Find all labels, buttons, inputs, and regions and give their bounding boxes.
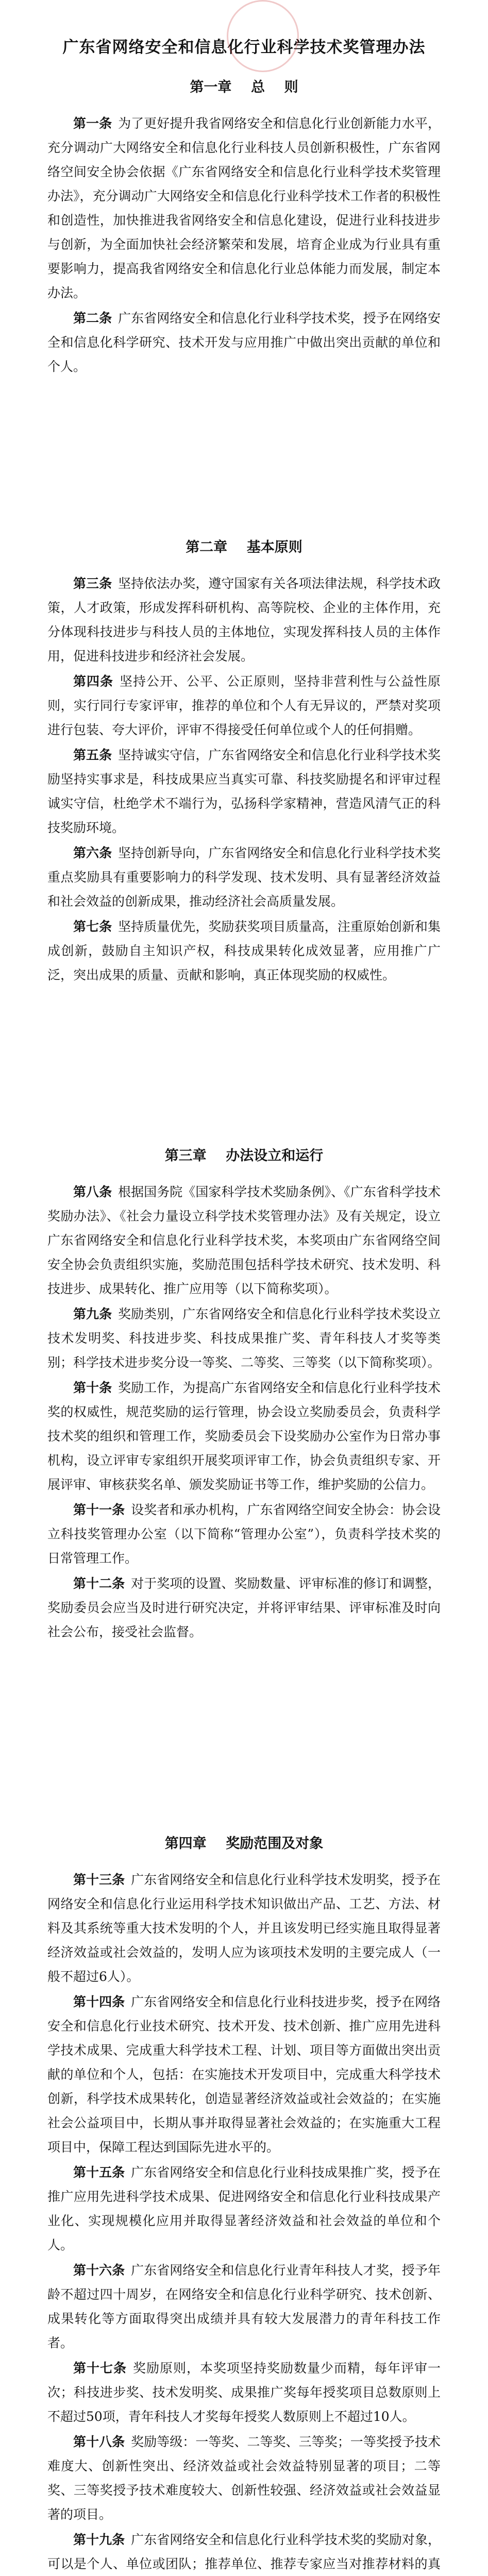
article-paragraph	[47, 1376, 441, 1497]
article-text: 坚持依法办奖，遵守国家有关各项法律法规，科学技术政策，人才政策，形成发挥科研机构、高等院校、企业的主体作用，充分体现科技进步与科技人员的主体地位，实现发挥科技人员的主体作用，促进科技进步和经济社会发展。	[47, 576, 441, 664]
article-text: 设奖者和承办机构，广东省网络空间安全协会：协会设立科技奖管理办公室（以下简称“管理办公室”），负责科学技术奖的日常管理工作。	[47, 1502, 441, 1566]
article-text: 奖励等级：一等奖、二等奖、三等奖；一等奖授予技术难度大、创新性突出、经济效益或社会效益特别显著的项目；二等奖、三等奖授予技术难度较大、创新性较强、经济效益或社会效益显著的项目。	[47, 2434, 441, 2522]
page-break-space	[47, 1645, 441, 1815]
article-label: 第五条	[73, 748, 112, 762]
article-label: 第一条	[73, 116, 112, 131]
document-title: 广东省网络安全和信息化行业科学技术奖管理办法	[62, 38, 426, 57]
article-text: 广东省网络安全和信息化行业科技进步奖，授予在网络安全和信息化行业技术研究、技术开发、技术创新、推广应用先进科学技术成果、完成重大科学技术工程、计划、项目等方面做出突出贡献的单位和个人，包括：在实施技术开发项目中，完成重大科学技术创新，科学技术成果转化，创造显著经济效益或社会效益的；在实施社会公益项目中，长期从事并取得显著社会效益的；在实施重大工程项目中，保障工程达到国际先进水平的。	[47, 1994, 441, 2155]
chapter-heading: 第二章 基本原则	[186, 539, 302, 555]
article-label: 第六条	[73, 845, 112, 860]
article-paragraph	[47, 743, 441, 840]
article-label: 第十一条	[73, 1502, 125, 1517]
article-text: 坚持公开、公平、公正原则，坚持非营利性与公益性原则，实行同行专家评审，推荐的单位和个人有无异议的，严禁对奖项进行包装、夸大评价，评审不得接受任何单位或个人的任何捐赠。	[47, 674, 441, 737]
article-label: 第十六条	[73, 2263, 125, 2278]
article-label: 第十三条	[73, 1872, 125, 1887]
chapter-heading: 第一章 总 则	[190, 79, 298, 95]
article-label: 第十七条	[73, 2361, 127, 2376]
article-paragraph	[47, 111, 441, 305]
article-label: 第九条	[73, 1307, 112, 1321]
article-label: 第七条	[73, 919, 112, 934]
article-paragraph	[47, 1302, 441, 1375]
article-paragraph	[47, 669, 441, 742]
article-paragraph	[47, 841, 441, 913]
chapter-heading: 第三章 办法设立和运行	[164, 1148, 324, 1164]
article-text: 广东省网络安全和信息化行业科学技术奖的奖励对象，可以是个人、单位或团队；推荐单位、推荐专家应当对推荐材料的真	[47, 2532, 441, 2571]
article-paragraph	[47, 914, 441, 987]
chapter-heading: 第四章 奖励范围及对象	[164, 1836, 324, 1852]
article-text: 坚持诚实守信，广东省网络安全和信息化行业科学技术奖励坚持实事求是，科技成果应当真实可靠、科技奖励提名和评审过程诚实守信，杜绝学术不端行为，弘扬科学家精神，营造风清气正的科技奖励环境。	[47, 748, 441, 835]
article-text: 广东省网络安全和信息化行业科技成果推广奖，授予在推广应用先进科学技术成果、促进网络安全和信息化行业科技成果产业化、实现规模化应用并取得显著经济效益和社会效益的单位和个人。	[47, 2165, 441, 2252]
article-paragraph	[47, 2528, 441, 2576]
article-paragraph	[47, 2430, 441, 2527]
article-paragraph	[47, 1990, 441, 2159]
article-paragraph	[47, 1180, 441, 1301]
article-label: 第十五条	[73, 2165, 125, 2180]
article-label: 第二条	[73, 311, 112, 326]
article-paragraph	[47, 571, 441, 668]
article-paragraph	[47, 2356, 441, 2429]
article-label: 第八条	[73, 1184, 112, 1199]
article-text: 奖励原则，本奖项坚持奖励数量少而精，每年评审一次；科技进步奖、技术发明奖、成果推广奖每年授奖项目总数原则上不超过50项，青年科技人才奖每年授奖人数原则上不超过10人。	[47, 2361, 441, 2424]
article-text: 根据国务院《国家科学技术奖励条例》、《广东省科学技术奖励办法》、《社会力量设立科学技术奖管理办法》及有关规定，设立广东省网络安全和信息化行业科学技术奖，本奖项由广东省网络空间安全协会负责组织实施，奖励范围包括科学技术研究、技术发明、科技进步、成果转化、推广应用等（以下简称奖项）。	[47, 1184, 441, 1296]
article-label: 第十八条	[73, 2434, 125, 2449]
page-break-space	[47, 988, 441, 1127]
article-text: 奖励工作，为提高广东省网络安全和信息化行业科学技术奖的权威性，规范奖励的运行管理，协会设立奖励委员会，负责科学技术奖的组织和管理工作，奖励委员会下设奖励办公室作为日常办事机构，设立评审专家组织开展奖项评审工作，协会负责组织专家、开展评审、审核获奖名单、颁发奖励证书等工作，维护奖励的公信力。	[47, 1380, 441, 1492]
document-body	[47, 77, 441, 2576]
page-break-space	[47, 380, 441, 519]
article-label: 第三条	[73, 576, 112, 591]
article-text: 奖励类别，广东省网络安全和信息化行业科学技术奖设立技术发明奖、科技进步奖、科技成果推广奖、青年科技人才奖等类别；科学技术进步奖分设一等奖、二等奖、三等奖（以下简称奖项）。	[47, 1307, 441, 1370]
article-text: 广东省网络安全和信息化行业科学技术奖，授予在网络安全和信息化科学研究、技术开发与应用推广中做出突出贡献的单位和个人。	[47, 311, 441, 374]
article-paragraph	[47, 2258, 441, 2355]
article-paragraph	[47, 1868, 441, 1989]
article-text: 对于奖项的设置、奖励数量、评审标准的修订和调整，奖励委员会应当及时进行研究决定，并将评审结果、评审标准及时向社会公布，接受社会监督。	[47, 1576, 441, 1639]
article-text: 为了更好提升我省网络安全和信息化行业创新能力水平，充分调动广大网络安全和信息化行业科技人员创新积极性，广东省网络空间安全协会依据《广东省网络安全和信息化行业科学技术奖管理办法》，充分调动广大网络安全和信息化行业科学技术工作者的积极性和创造性，加快推进我省网络安全和信息化建设，促进行业科技进步与创新，为全面加快社会经济繁荣和发展，培育企业成为行业具有重要影响力，提高我省网络安全和信息化行业总体能力而发展，制定本办法。	[47, 116, 441, 300]
article-text: 广东省网络安全和信息化行业青年科技人才奖，授予年龄不超过四十周岁，在网络安全和信息化行业科学研究、技术创新、成果转化等方面取得突出成绩并具有较大发展潜力的青年科技工作者。	[47, 2263, 441, 2350]
article-paragraph	[47, 306, 441, 379]
article-label: 第十二条	[73, 1576, 125, 1591]
article-label: 第四条	[73, 674, 113, 689]
article-label: 第十九条	[73, 2532, 125, 2547]
article-label: 第十四条	[73, 1994, 125, 2009]
article-paragraph	[47, 1498, 441, 1570]
article-text: 坚持质量优先，奖励获奖项目质量高，注重原始创新和集成创新，鼓励自主知识产权，科技成果转化成效显著，应用推广广泛，突出成果的质量、贡献和影响，真正体现奖励的权威性。	[47, 919, 441, 982]
article-text: 坚持创新导向，广东省网络安全和信息化行业科学技术奖重点奖励具有重要影响力的科学发现、技术发明、具有显著经济效益和社会效益的创新成果，推动经济社会高质量发展。	[47, 845, 441, 909]
article-paragraph	[47, 2160, 441, 2257]
article-text: 广东省网络安全和信息化行业科学技术发明奖，授予在网络安全和信息化行业运用科学技术知识做出产品、工艺、方法、材料及其系统等重大技术发明的个人，并且该发明已经实施且取得显著经济效益或社会效益的，发明人应为该项技术发明的主要完成人（一般不超过6人）。	[47, 1872, 441, 1984]
article-paragraph	[47, 1571, 441, 1644]
article-label: 第十条	[73, 1380, 112, 1395]
